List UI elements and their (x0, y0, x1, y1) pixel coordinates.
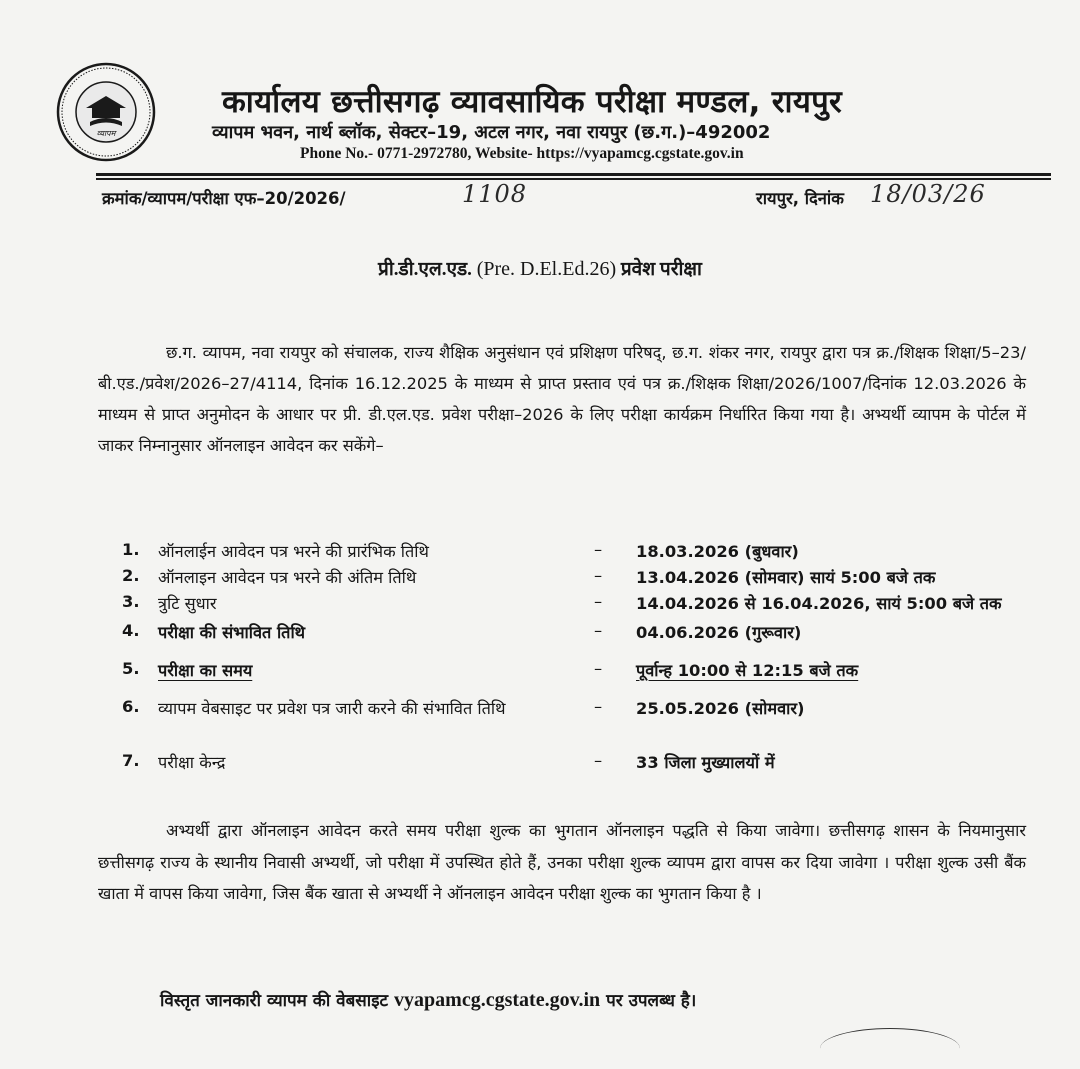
schedule-row-value: पूर्वान्ह 10:00 से 12:15 बजे तक (636, 661, 859, 680)
heading-paren: (Pre. D.El.Ed.26) (476, 258, 617, 280)
schedule-row-label: व्यापम वेबसाइट पर प्रवेश पत्र जारी करने की संभावित तिथि (158, 699, 506, 718)
vyapam-seal-logo (56, 62, 156, 162)
reference-number-label: क्रमांक/व्यापम/परीक्षा एफ–20/2026/ (102, 189, 346, 208)
fee-paragraph: अभ्यर्थी द्वारा ऑनलाइन आवेदन करते समय परीक्षा शुल्क का भुगतान ऑनलाइन पद्धति से किया जावेगा। छत्तीसगढ़ शासन के नियमानुसार छत्तीसगढ़ राज्य के स्थानीय निवासी अभ्यर्थी, जो परीक्षा में उपस्थित होते हैं, उनका परीक्षा शुल्क व्यापम द्वारा वापस कर दिया जावेगा । परीक्षा शुल्क उसी बैंक खाता में वापस किया जावेगा, जिस बैंक खाता से अभ्यर्थी ने ऑनलाइन आवेदन परीक्षा शुल्क का भुगतान किया है । (98, 821, 1026, 903)
schedule-row-value: 13.04.2026 (सोमवार) सायं 5:00 बजे तक (636, 568, 936, 587)
header-divider (96, 173, 1051, 176)
schedule-row-value: 14.04.2026 से 16.04.2026, सायं 5:00 बजे तक (636, 594, 1002, 613)
org-contact: Phone No.- 0771-2972780, Website- https://vyapamcg.cgstate.gov.in (300, 145, 744, 162)
heading-main: प्री.डी.एल.एड. (378, 259, 472, 280)
schedule-row-number: 4. (122, 621, 140, 640)
footer-suffix: पर उपलब्ध है। (606, 991, 697, 1011)
date-handwritten: 18/03/26 (870, 180, 986, 208)
schedule-row-label: ऑनलाइन आवेदन पत्र भरने की अंतिम तिथि (158, 568, 417, 587)
footer-website-link[interactable]: vyapamcg.cgstate.gov.in (394, 989, 601, 1011)
heading-suffix: प्रवेश परीक्षा (620, 259, 702, 280)
org-title: कार्यालय छत्तीसगढ़ व्यावसायिक परीक्षा मण्डल, रायपुर (222, 84, 842, 120)
schedule-row-number: 7. (122, 751, 140, 770)
date-label: रायपुर, दिनांक (756, 189, 844, 208)
schedule-row-value: 25.05.2026 (सोमवार) (636, 699, 805, 718)
signature-arc-decoration (820, 1028, 960, 1069)
notice-heading (0, 255, 1080, 281)
schedule-row-label: ऑनलाईन आवेदन पत्र भरने की प्रारंभिक तिथि (158, 542, 429, 561)
schedule-row-number: 5. (122, 659, 140, 678)
schedule-row-number: 1. (122, 540, 140, 559)
schedule-row-dash: – (594, 659, 603, 678)
schedule-row-value: 18.03.2026 (बुधवार) (636, 542, 799, 561)
footer-prefix: विस्तृत जानकारी व्यापम की वेबसाइट (160, 991, 389, 1011)
schedule-row-dash: – (594, 697, 603, 716)
schedule-row-value: 04.06.2026 (गुरूवार) (636, 623, 802, 642)
schedule-row-label: परीक्षा केन्द्र (158, 753, 226, 772)
schedule-row-dash: – (594, 621, 603, 640)
schedule-row-dash: – (594, 566, 603, 585)
schedule-row-value: 33 जिला मुख्यालयों में (636, 753, 775, 772)
schedule-row-label: त्रुटि सुधार (158, 594, 217, 613)
intro-paragraph: छ.ग. व्यापम, नवा रायपुर को संचालक, राज्य शैक्षिक अनुसंधान एवं प्रशिक्षण परिषद्, छ.ग. शंकर नगर, रायपुर द्वारा पत्र क्र./शिक्षक शिक्षा/5–23/बी.एड./प्रवेश/2026–27/4114, दिनांक 16.12.2025 के माध्यम से प्राप्त प्रस्ताव एवं पत्र क्र./शिक्षक शिक्षा/2026/1007/दिनांक 12.03.2026 के माध्यम से प्राप्त अनुमोदन के आधार पर प्री. डी.एल.एड. प्रवेश परीक्षा–2026 के लिए परीक्षा कार्यक्रम निर्धारित किया गया है। अभ्यर्थी व्यापम के पोर्टल में जाकर निम्नानुसार ऑनलाइन आवेदन कर सकेंगे– (98, 343, 1026, 455)
schedule-row-label: परीक्षा का समय (158, 661, 253, 680)
schedule-row-number: 3. (122, 592, 140, 611)
footer-note (160, 988, 696, 1012)
schedule-row-number: 6. (122, 697, 140, 716)
org-address: व्यापम भवन, नार्थ ब्लॉक, सेक्टर–19, अटल नगर, नवा रायपुर (छ.ग.)–492002 (212, 122, 771, 143)
schedule-row-label: परीक्षा की संभावित तिथि (158, 623, 306, 642)
schedule-row-number: 2. (122, 566, 140, 585)
reference-number-handwritten: 1108 (462, 180, 528, 208)
seal-label: व्यापम (96, 129, 116, 138)
schedule-row-dash: – (594, 540, 603, 559)
schedule-row-dash: – (594, 751, 603, 770)
schedule-row-dash: – (594, 592, 603, 611)
